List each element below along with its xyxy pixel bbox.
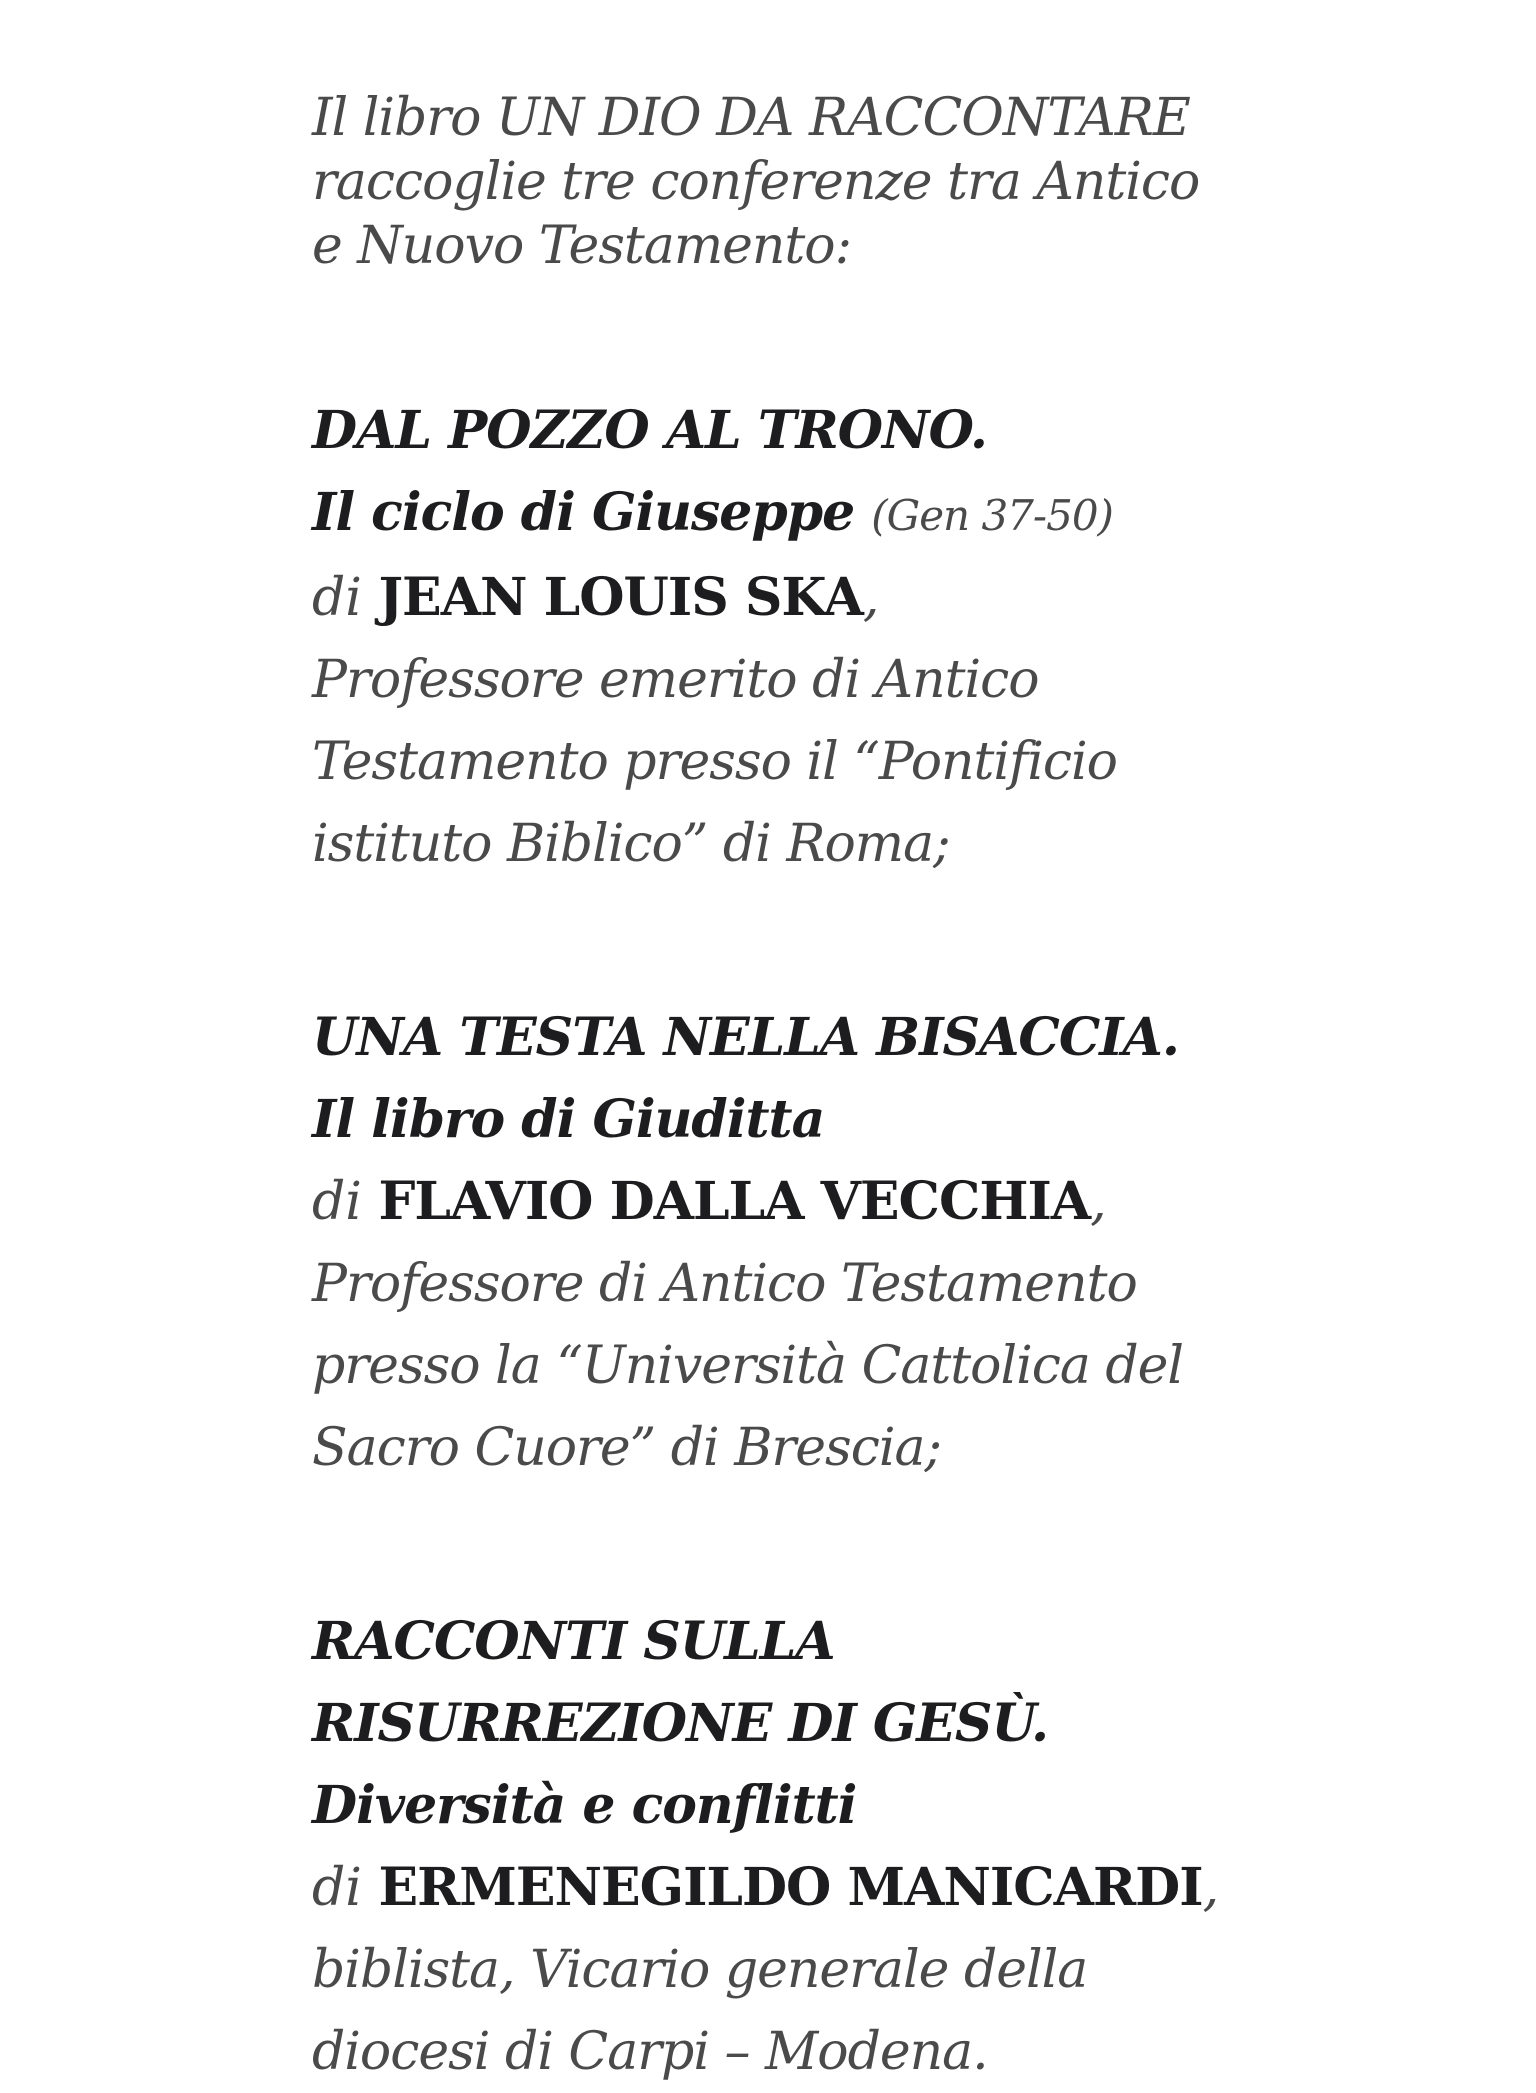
intro-paragraph [312,86,1312,278]
author-description: presso la “Università Cattolica del [312,1336,1184,1396]
author-prefix: di [312,568,362,628]
conference-3 [312,1601,1312,2093]
author-name: JEAN LOUIS SKA [378,567,863,628]
conference-subtitle: Diversità e conflitti [312,1775,857,1836]
intro-line: e Nuovo Testamento: [312,216,852,276]
author-description: diocesi di Carpi – Modena. [312,2022,988,2082]
conference-title: RISURREZIONE DI GESÙ. [312,1693,1049,1754]
bible-reference: (Gen 37-50) [871,491,1113,540]
conference-1 [312,390,1312,885]
intro-line: Il libro UN DIO DA RACCONTARE [312,88,1190,148]
author-description: Professore emerito di Antico [312,650,1039,710]
conference-title: UNA TESTA NELLA BISACCIA. [312,1007,1179,1068]
author-description: Testamento presso il “Pontificio [312,732,1117,792]
author-line [312,1847,1312,1929]
author-punct: , [1202,1858,1220,1918]
conference-title: DAL POZZO AL TRONO. [312,400,987,461]
conference-subtitle-text: Il ciclo di Giuseppe [312,482,855,543]
author-name: FLAVIO DALLA VECCHIA [378,1171,1091,1232]
conference-subtitle [312,472,1312,557]
author-line [312,1161,1312,1243]
author-punct: , [1090,1172,1107,1232]
author-description: Professore di Antico Testamento [312,1254,1137,1314]
intro-line: raccoglie tre conferenze tra Antico [312,152,1200,212]
author-description: biblista, Vicario generale della [312,1940,1088,2000]
author-description: istituto Biblico” di Roma; [312,814,950,874]
author-name: ERMENEGILDO MANICARDI [378,1857,1203,1918]
author-prefix: di [312,1858,362,1918]
author-description: Sacro Cuore” di Brescia; [312,1418,942,1478]
author-prefix: di [312,1172,362,1232]
author-line [312,557,1312,639]
document-page [312,86,1312,2093]
conference-subtitle: Il libro di Giuditta [312,1089,825,1150]
author-punct: , [862,568,880,628]
conference-2 [312,997,1312,1489]
conference-title: RACCONTI SULLA [312,1611,835,1672]
